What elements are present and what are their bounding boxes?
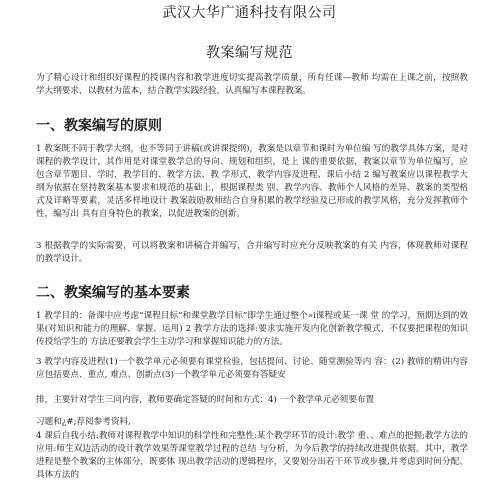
section2-paragraph-4: 习题和¿#;荐阅参考资料,: [36, 417, 131, 427]
section1-heading: 一、教案编写的原则: [36, 118, 162, 134]
section2-heading: 二、教案编写的基本要素: [36, 285, 190, 301]
document-title: 教案编写规范: [206, 45, 293, 61]
section2-paragraph-3: 排，主要针对学生三问内容，教师要确定答疑的时间和方式：4) 一个教学单元必须要布置: [36, 395, 375, 405]
intro-paragraph: 为了精心设计和组织好课程的授课内容和教学进度切实提高教学质量，所有任课—教师 均需在上课之前，按照教学大纲要求，以教材为蓝本，结合教学实践经验，认真编写本课程教案。: [36, 73, 468, 96]
section2-paragraph-5: 4 课后自我小结:教师对课程教学中知识的科学性和完整性:某个教学环节的设计:教学 重、、难点的把握;教学方法的应用:师生双边活动的设计教学效果等课堂教学过程的总结 与分析，为今后教学的持续改进提供依据。其中，教学进程是整个教案的主体部分，既要体 现出教学活动的逻辑程序，又要划分出若干环节或步骤,并考虑到时间分配、具体方法的: [36, 431, 468, 480]
section1-paragraph-2: 3 根据教学的实际需要，可以将教案和讲稿合并编写，合并编写时应充分反映教案的有关 内容，体现教师对课程的教学设计。: [36, 241, 468, 264]
section1-paragraph-1: 1 教案既不同于教学大纲，也不等同于讲稿(或讲课提纲)，教案是以章节和课时为单位编 写的教学具体方案，是对课程的教学设计，其作用是对课堂教学总的导向、规划和组织，是上 课的重要依据，教案以章节为单位编写，应包含章节题目、学时，教学目的、教学方法、教 学形式，教学内容及进程、课后小结 2 编写教案应以课程教学大纲为依据在坚持教案基本要求和规范的基础上，根据课程类 别、教学内容、教师个人风格的差异、教案的类型格式及详略等要素，灵活多样地设计 教案鼓励教师结合自身积累的教学经验及已形成的教学风格，充分发挥教师个性，编写出 具有自身特色的教案，以促进教案的创新。: [36, 144, 468, 219]
section2-paragraph-2: 3 教学内容及进程(1)一个教学单元必须要有课堂检验，包括提问、讨论、随堂测验等内 容：(2) 教师的精讲内容应包括要点、重点, 难点、创新点(3)一个教学单元必须要有答疑安: [36, 357, 468, 380]
company-name: 武汉大华广通科技有限公司: [162, 5, 337, 21]
section2-paragraph-1: 1 教学目的：备课中应考虑“课程目标”和课堂教学目标”即学生通过整个»i课程或某一课 堂 的学习，预期达到的效果(对知识和能力的理解、掌握、运用) 2 教学方法的选择:要求实施开发内化创新教学模式，不仅要把课程的知识传授给学生的 方法还要教会学生主动学习和掌握知识能力的方法。: [36, 311, 468, 347]
